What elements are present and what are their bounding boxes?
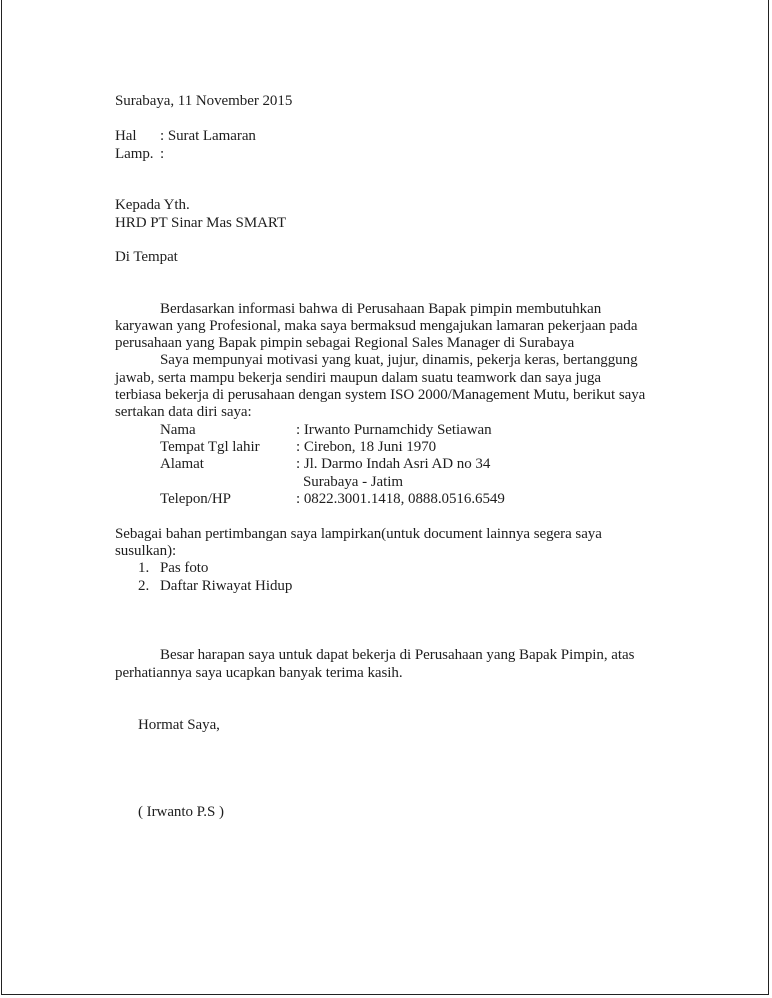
address-value-city: Surabaya - Jatim (303, 474, 404, 490)
address-value: : Jl. Darmo Indah Asri AD no 34 (296, 456, 491, 472)
phone-label: Telepon/HP (160, 491, 231, 507)
body-paragraph-2-line: Saya mempunyai motivasi yang kuat, jujur, dinamis, pekerja keras, bertanggung (160, 352, 638, 368)
name-value: : Irwanto Purnamchidy Setiawan (296, 422, 492, 438)
body-paragraph-2-line: terbiasa bekerja di perusahaan dengan system ISO 2000/Management Mutu, berikut saya (115, 387, 646, 403)
subject-value: : Surat Lamaran (160, 128, 256, 144)
date-line: Surabaya, 11 November 2015 (115, 93, 293, 109)
body-paragraph-2-line: sertakan data diri saya: (115, 404, 252, 420)
attachment-label: Lamp. (115, 146, 154, 162)
attachment-item-number: 1. (138, 560, 150, 576)
recipient-greeting: Kepada Yth. (115, 197, 190, 213)
body-paragraph-1-line: karyawan yang Profesional, maka saya bermaksud mengajukan lamaran pekerjaan pada (115, 318, 638, 334)
attachment-value: : (160, 146, 165, 162)
signature-name: ( Irwanto P.S ) (138, 804, 224, 820)
subject-label: Hal (115, 128, 137, 144)
birth-value: : Cirebon, 18 Juni 1970 (296, 439, 437, 455)
phone-value: : 0822.3001.1418, 0888.0516.6549 (296, 491, 505, 507)
body-paragraph-2-line: jawab, serta mampu bekerja sendiri maupun dalam suatu teamwork dan saya juga (115, 370, 602, 386)
closing-line: perhatiannya saya ucapkan banyak terima kasih. (115, 665, 403, 681)
attachments-intro-line: susulkan): (115, 543, 177, 559)
regards: Hormat Saya, (138, 717, 220, 733)
address-label: Alamat (160, 456, 204, 472)
attachment-item-number: 2. (138, 578, 150, 594)
recipient-name: HRD PT Sinar Mas SMART (115, 215, 287, 231)
body-paragraph-1-line: perusahaan yang Bapak pimpin sebagai Regional Sales Manager di Surabaya (115, 335, 575, 351)
attachments-intro-line: Sebagai bahan pertimbangan saya lampirkan(untuk document lainnya segera saya (115, 526, 602, 542)
recipient-place: Di Tempat (115, 249, 178, 265)
birth-label: Tempat Tgl lahir (160, 439, 260, 455)
name-label: Nama (160, 422, 196, 438)
body-paragraph-1-line: Berdasarkan informasi bahwa di Perusahaan Bapak pimpin membutuhkan (160, 301, 602, 317)
attachment-item: Pas foto (160, 560, 209, 576)
attachment-item: Daftar Riwayat Hidup (160, 578, 293, 594)
closing-line: Besar harapan saya untuk dapat bekerja di Perusahaan yang Bapak Pimpin, atas (160, 647, 635, 663)
